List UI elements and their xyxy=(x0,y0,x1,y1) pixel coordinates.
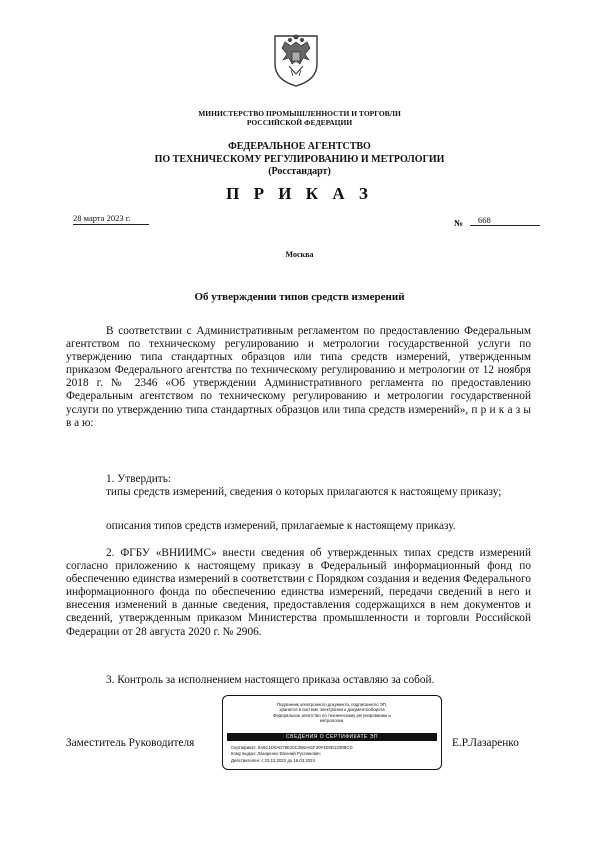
stamp-line-4: метрологии. xyxy=(319,717,345,723)
stamp-validity: Действителен: с 23.12.2022 до 16.03.2024 xyxy=(231,757,315,763)
order-subject: Об утверждении типов средств измерений xyxy=(194,291,405,303)
stamp-line-2: хранится в системе электронного документооборота xyxy=(279,707,385,713)
coat-of-arms-emblem xyxy=(269,28,323,88)
order-date: 28 марта 2023 г. xyxy=(73,213,149,225)
ministry-line-1: МИНИСТЕРСТВО ПРОМЫШЛЕННОСТИ И ТОРГОВЛИ xyxy=(198,109,401,118)
stamp-issued-to: Кому выдан: Лазаренко Евгений Русланович xyxy=(231,751,321,757)
paragraph-preamble: В соответствии с Административным регламентом по предоставлению Федеральным агентством по техническому регулированию и метрологии государственной услуги по утверждению типа стандартных образцов или типа средств измерений, утвержденным приказом Федерального агентства по техническому регулированию и метрологии от 12 ноября 2018 г. № 2346 «Об утверждении Административного регламента по предоставлению Федеральным агентством по техническому регулированию и метрологии государственной услуги по утверждению типа стандартных образцов или типа средств измерений», п р и к а з ы в а ю: xyxy=(66,325,531,429)
item-1a: типы средств измерений, сведения о которых прилагаются к настоящему приказу; xyxy=(106,486,502,498)
stamp-details xyxy=(231,745,437,764)
ministry-line-2: РОССИЙСКОЙ ФЕДЕРАЦИИ xyxy=(246,118,353,127)
item-3: 3. Контроль за исполнением настоящего приказа оставляю за собой. xyxy=(106,674,435,686)
signer-title: Заместитель Руководителя xyxy=(66,737,195,749)
agency-line-2: ПО ТЕХНИЧЕСКОМУ РЕГУЛИРОВАНИЮ И МЕТРОЛОГИИ xyxy=(154,153,445,165)
stamp-certificate-bar: СВЕДЕНИЯ О СЕРТИФИКАТЕ ЭП xyxy=(227,733,437,741)
item-1b: описания типов средств измерений, прилагаемые к настоящему приказу. xyxy=(106,520,456,532)
agency-line-3: (Росстандарт) xyxy=(268,166,331,177)
electronic-signature-stamp xyxy=(222,695,442,770)
item-1-heading: 1. Утвердить: xyxy=(106,473,172,485)
item-2: 2. ФГБУ «ВНИИМС» внести сведения об утвержденных типах средств измерений согласно приложению к настоящему приказу в Федеральный информационный фонд по обеспечению единства измерений в соответствии с Порядком создания и ведения Федерального информационного фонда по обеспечению единства измерений, передачи сведений в него и внесения изменений в данные сведения, предоставления содержащихся в нем документов и сведений, утвержденным приказом Министерства промышленности и торговли Российской Федерации от 28 августа 2020 г. № 2906. xyxy=(66,547,531,638)
order-number-label: № xyxy=(454,218,464,228)
stamp-line-3: Федеральное агентство по техническому регулированию и xyxy=(273,712,391,718)
order-number: 668 xyxy=(470,215,540,226)
stamp-line-1: Подлинник электронного документа, подписанного ЭП, xyxy=(276,702,388,707)
stamp-certificate: Сертификат: 0A6C1D0AD76E20C2B6A81F20F4E8D1330BCD xyxy=(231,745,353,750)
city: Москва xyxy=(285,250,314,259)
agency-name xyxy=(0,141,599,179)
stamp-header xyxy=(227,702,437,723)
document-type-title: П Р И К А З xyxy=(226,184,373,203)
agency-line-1: ФЕДЕРАЛЬНОЕ АГЕНТСТВО xyxy=(228,141,371,152)
ministry-name xyxy=(0,109,599,127)
signer-name: Е.Р.Лазаренко xyxy=(452,737,519,749)
